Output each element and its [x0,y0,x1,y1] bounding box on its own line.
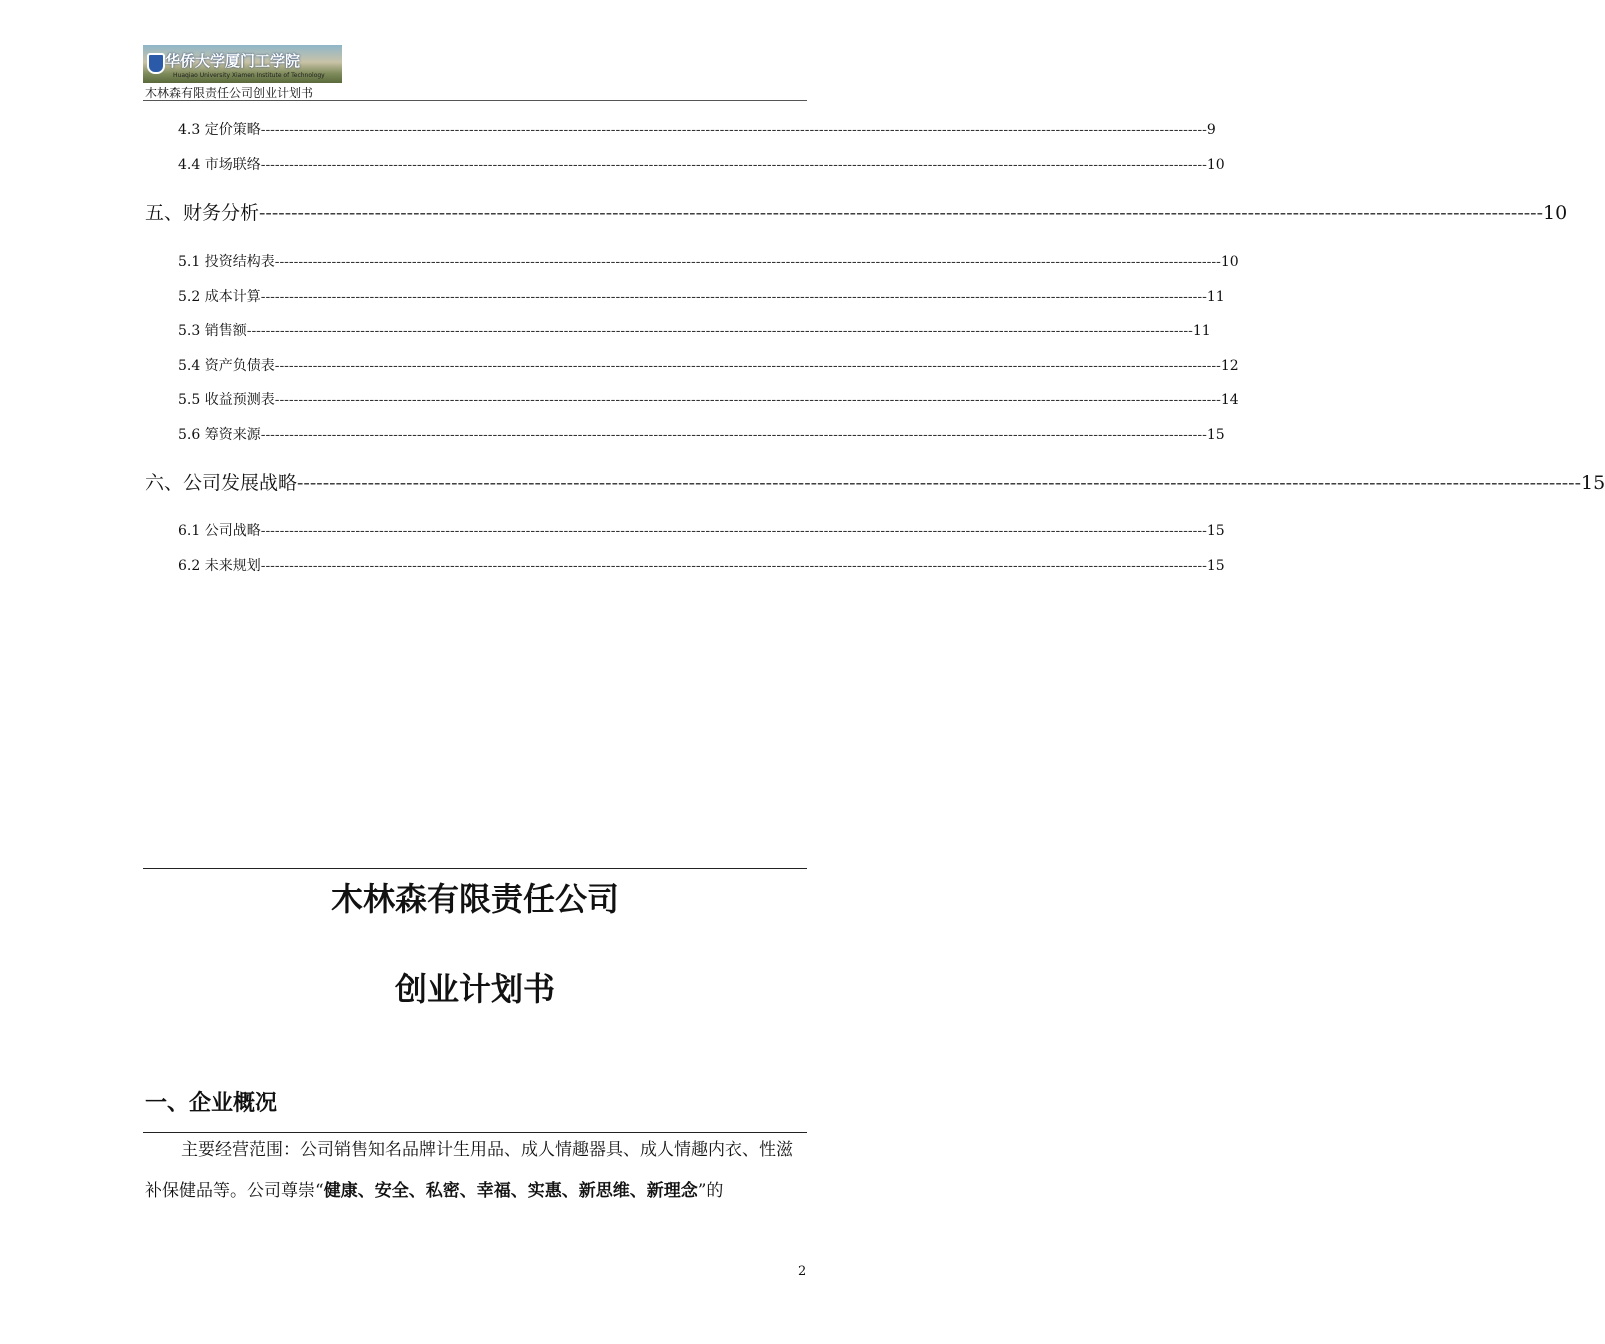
doc-title: 木林森有限责任公司 [330,880,619,918]
toc-entry[interactable] [145,468,1605,495]
toc-label: 6.2 未来规划 [178,558,261,574]
toc-label: 五、财务分析 [145,202,260,224]
toc-label: 4.4 市场联络 [178,157,261,173]
toc-entry[interactable] [178,286,1225,306]
toc-leader: -------------------------------------------------------------------------------------------------------------------------------------------------------------------------------------------------------- [260,157,1207,173]
toc-leader: -------------------------------------------------------------------------------------------------------------------------------------------------------------------------------------------------------- [260,558,1207,574]
toc-leader: -------------------------------------------------------------------------------------------------------------------------------------------------------------------------------------------------------- [259,202,1543,224]
toc-label: 5.2 成本计算 [178,289,261,305]
toc-leader: -------------------------------------------------------------------------------------------------------------------------------------------------------------------------------------------------------- [297,472,1581,494]
toc-page: 15 [1206,523,1225,539]
toc-entry[interactable] [178,520,1225,540]
toc-entry[interactable] [178,355,1239,375]
shield-icon [147,53,165,74]
toc-page: 14 [1220,392,1239,408]
toc-entry[interactable] [178,320,1211,340]
toc-label: 6.1 公司战略 [178,523,261,539]
header-rule [143,100,807,101]
toc-page: 9 [1206,122,1216,138]
section-heading: 一、企业概况 [145,1091,278,1116]
running-title: 木林森有限责任公司创业计划书 [145,86,314,100]
toc-page: 15 [1581,472,1605,494]
toc-leader: -------------------------------------------------------------------------------------------------------------------------------------------------------------------------------------------------------- [260,523,1207,539]
university-logo [143,45,342,83]
toc-entry[interactable] [178,154,1225,174]
toc-page: 10 [1206,157,1225,173]
toc-label: 5.6 筹资来源 [178,427,261,443]
toc-leader: -------------------------------------------------------------------------------------------------------------------------------------------------------------------------------------------------------- [246,323,1193,339]
toc-page: 15 [1206,427,1225,443]
toc-entry[interactable] [178,389,1239,409]
toc-page: 15 [1206,558,1225,574]
toc-page: 10 [1543,202,1568,224]
doc-subtitle: 创业计划书 [394,970,555,1008]
toc-label: 5.5 收益预测表 [178,392,275,408]
toc-entry[interactable] [178,119,1216,139]
toc-entry[interactable] [178,424,1225,444]
toc-leader: -------------------------------------------------------------------------------------------------------------------------------------------------------------------------------------------------------- [274,254,1221,270]
toc-label: 5.1 投资结构表 [178,254,275,270]
toc-label: 5.3 销售额 [178,323,247,339]
toc-leader: -------------------------------------------------------------------------------------------------------------------------------------------------------------------------------------------------------- [274,392,1221,408]
page-number: 2 [798,1264,807,1279]
body-paragraph: 主要经营范围：公司销售知名品牌计生用品、成人情趣器具、成人情趣内衣、性滋补保健品等。公司尊崇“健康、安全、私密、幸福、实惠、新思维、新理念”的 [145,1140,793,1201]
toc-page: 10 [1220,254,1239,270]
toc-entry[interactable] [178,251,1239,271]
toc-page: 11 [1192,323,1211,339]
toc-label: 5.4 资产负债表 [178,358,275,374]
toc-leader: -------------------------------------------------------------------------------------------------------------------------------------------------------------------------------------------------------- [274,358,1221,374]
logo-subtext: Huaqiao University Xiamen Institute of Technology [173,72,325,79]
logo-text: 华侨大学厦门工学院 [165,52,301,70]
toc-entry[interactable] [178,555,1225,575]
toc-page: 11 [1206,289,1225,305]
toc-label: 六、公司发展战略 [145,472,298,494]
toc-entry[interactable] [145,198,1568,225]
toc-leader: -------------------------------------------------------------------------------------------------------------------------------------------------------------------------------------------------------- [260,122,1207,138]
title-rule [143,868,807,869]
toc-label: 4.3 定价策略 [178,122,261,138]
toc-leader: -------------------------------------------------------------------------------------------------------------------------------------------------------------------------------------------------------- [260,289,1207,305]
bold-values: 健康、安全、私密、幸福、实惠、新思维、新理念 [323,1181,698,1201]
toc-leader: -------------------------------------------------------------------------------------------------------------------------------------------------------------------------------------------------------- [260,427,1207,443]
toc-page: 12 [1220,358,1239,374]
